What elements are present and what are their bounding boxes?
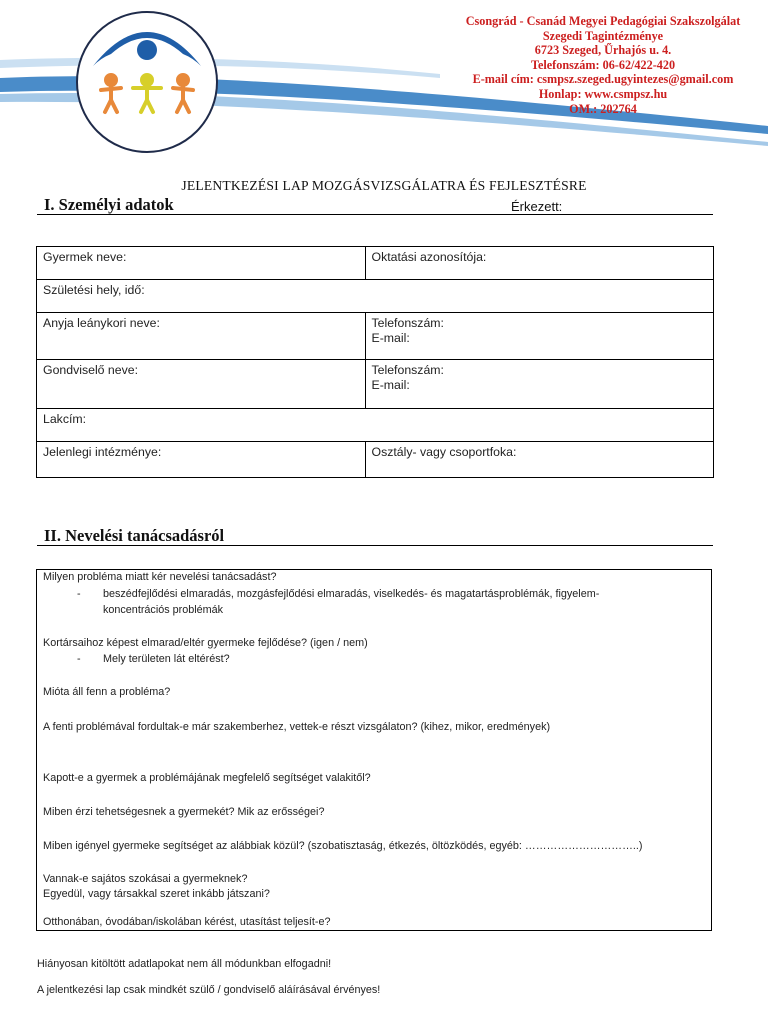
question-reason: Milyen probléma miatt kér nevelési tanácsadást? <box>43 571 277 583</box>
table-row <box>37 360 714 409</box>
question-play-preference: Egyedül, vagy társakkal szeret inkább játszani? <box>43 888 270 900</box>
table-row <box>37 247 714 280</box>
email-label: E-mail: <box>371 331 410 345</box>
question-habits: Vannak-e sajátos szokásai a gyermeknek? <box>43 873 248 885</box>
org-website: Honlap: www.csmpsz.hu <box>538 86 668 101</box>
current-institution-field[interactable]: Jelenlegi intézménye: <box>37 442 366 478</box>
org-name: Csongrád - Csanád Megyei Pedagógiai Szakszolgálat <box>465 14 741 28</box>
section-personal-heading: I. Személyi adatok <box>44 195 174 214</box>
document-title: JELENTKEZÉSI LAP MOZGÁSVIZSGÁLATRA ÉS FEJLESZTÉSRE <box>181 178 587 193</box>
question-help-needed: Miben igényel gyermeke segítséget az alábbiak közül? (szobatisztaság, étkezés, öltözködés, egyéb: …………………………..) <box>43 840 643 852</box>
question-difference-area: Mely területen lát eltérést? <box>103 653 230 665</box>
class-group-field[interactable]: Osztály- vagy csoportfoka: <box>365 442 714 478</box>
question-peer-comparison: Kortársaihoz képest elmarad/eltér gyermeke fejlődése? (igen / nem) <box>43 637 368 649</box>
question-help-received: Kapott-e a gyermek a problémájának megfelelő segítséget valakitől? <box>43 772 371 784</box>
table-row <box>37 313 714 360</box>
mother-contact-field[interactable] <box>365 313 714 360</box>
email-label: E-mail: <box>371 378 410 392</box>
education-id-field[interactable]: Oktatási azonosítója: <box>365 247 714 280</box>
organization-logo <box>73 8 221 156</box>
personal-data-table <box>36 246 714 478</box>
section-counseling-heading: II. Nevelési tanácsadásról <box>44 526 225 545</box>
bullet-dash: - <box>77 588 81 600</box>
birth-place-date-field[interactable]: Születési hely, idő: <box>37 280 714 313</box>
reason-options-line2: koncentrációs problémák <box>103 604 224 616</box>
counseling-questions-box[interactable] <box>36 569 712 931</box>
phone-label: Telefonszám: <box>371 316 444 330</box>
question-specialist-visit: A fenti problémával fordultak-e már szakemberhez, vettek-e részt vizsgálaton? (kihez, mikor, eredmények) <box>43 721 551 733</box>
question-since-when: Mióta áll fenn a probléma? <box>43 686 171 698</box>
signature-requirement-note: A jelentkezési lap csak mindkét szülő / gondviselő aláírásával érvényes! <box>37 984 381 996</box>
mother-maiden-name-field[interactable]: Anyja leánykori neve: <box>37 313 366 360</box>
table-row <box>37 409 714 442</box>
reason-options-line1: beszédfejlődési elmaradás, mozgásfejlődési elmaradás, viselkedés- és magatartásproblémák, figyelem- <box>103 588 600 600</box>
incomplete-form-note: Hiányosan kitöltött adatlapokat nem áll módunkban elfogadni! <box>37 958 332 970</box>
table-row <box>37 442 714 478</box>
org-email: E-mail cím: csmpsz.szeged.ugyintezes@gmail.com <box>472 72 734 87</box>
table-row <box>37 280 714 313</box>
section-divider <box>37 214 713 215</box>
bullet-dash: - <box>77 653 81 665</box>
received-label: Érkezett: <box>511 199 563 214</box>
org-branch: Szegedi Tagintézménye <box>542 28 664 43</box>
phone-label: Telefonszám: <box>371 363 444 377</box>
child-name-field[interactable]: Gyermek neve: <box>37 247 366 280</box>
address-field[interactable]: Lakcím: <box>37 409 714 442</box>
question-follows-instructions: Otthonában, óvodában/iskolában kérést, utasítást teljesít-e? <box>43 916 331 928</box>
organization-contact-block <box>446 14 760 116</box>
question-talents: Miben érzi tehetségesnek a gyermekét? Mik az erősségei? <box>43 806 325 818</box>
guardian-name-field[interactable]: Gondviselő neve: <box>37 360 366 409</box>
org-phone: Telefonszám: 06-62/422-420 <box>530 57 676 72</box>
org-address: 6723 Szeged, Űrhajós u. 4. <box>534 43 672 58</box>
guardian-contact-field[interactable] <box>365 360 714 409</box>
section-divider <box>37 545 713 546</box>
org-om-id: OM.: 202764 <box>569 101 637 116</box>
